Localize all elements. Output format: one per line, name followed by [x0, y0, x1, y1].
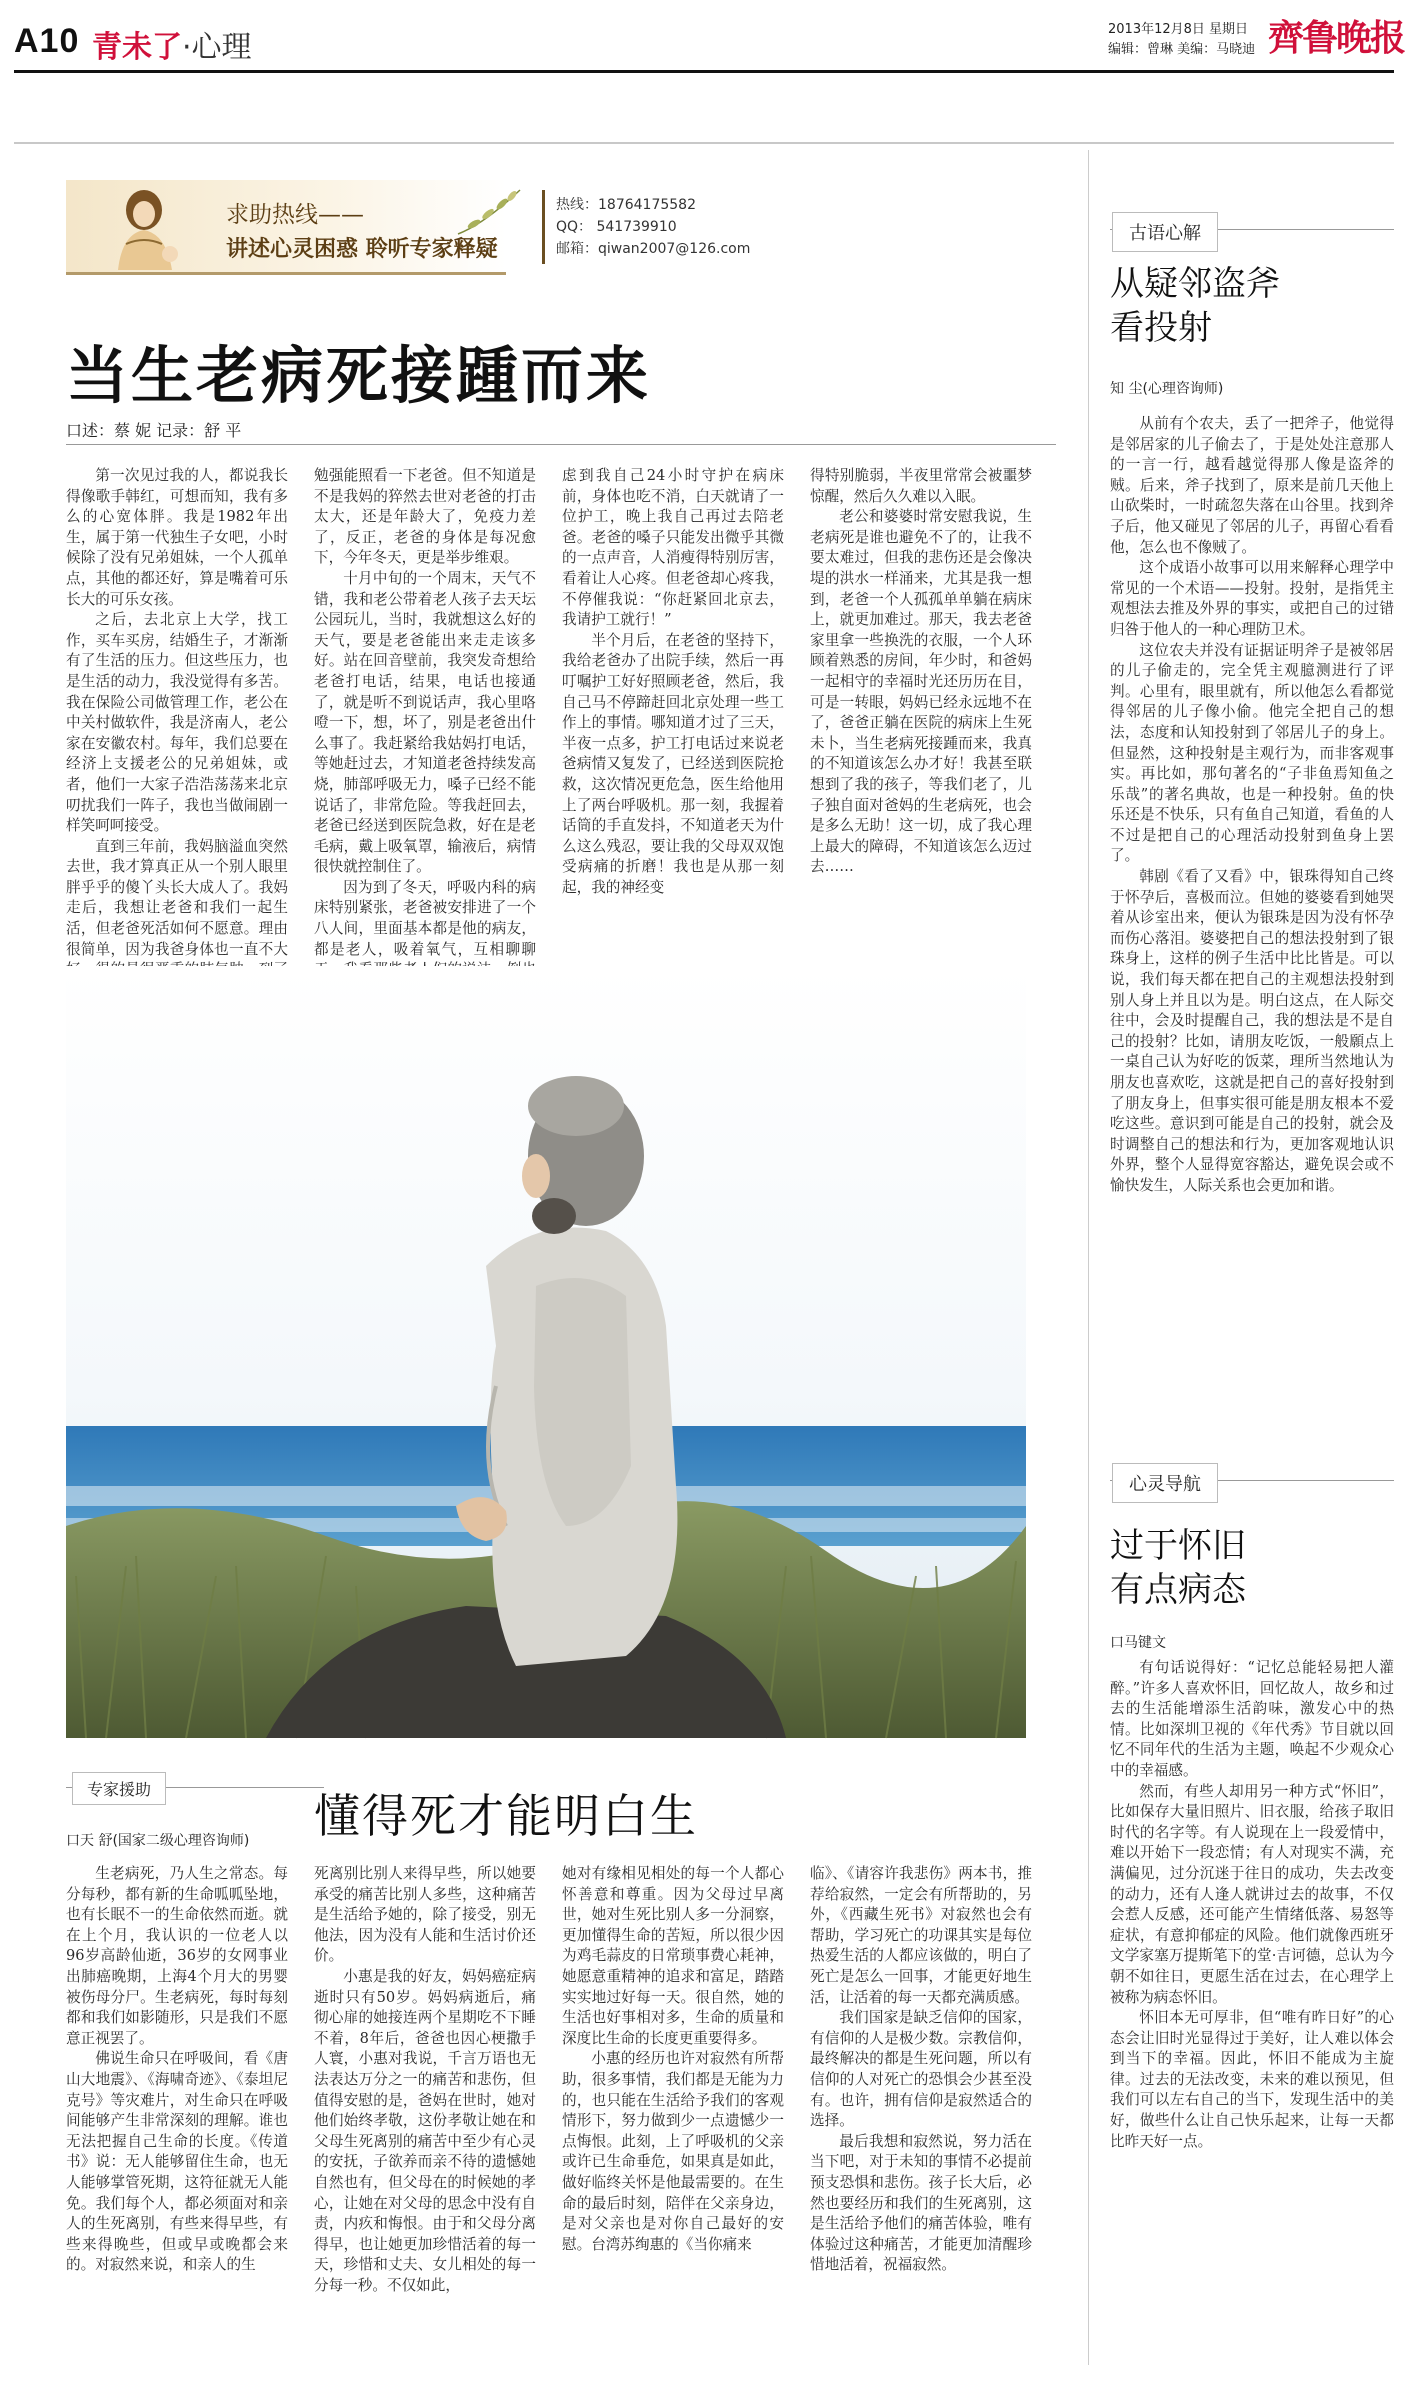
paragraph: 十月中旬的一个周末，天气不错，我和老公带着老人孩子去天坛公园玩儿，当时，我就想这么好的天气，要是老爸能出来走走该多好。站在回音壁前，我突发奇想给老爸打电话，结果，电话也接通了，就是听不到说话声，我心里咯噔一下，想，坏了，别是老爸出什么事了。我赶紧给我姑妈打电话，等她赶过去，才知道老爸持续发高烧，肺部呼吸无力，嗓子已经不能说话了，非常危险。等我赶回去，老爸已经送到医院急救，好在是老毛病，戴上吸氧罩，输液后，病情很快就控制住了。	[314, 569, 536, 876]
section-name: 青未了	[92, 30, 182, 65]
paragraph: 从前有个农夫，丢了一把斧子，他觉得是邻居家的儿子偷去了，于是处处注意那人的一言一行，越看越觉得那人像是盗斧的贼。后来，斧子找到了，原来是前几天他上山砍柴时，一时疏忽失落在山谷里。找到斧子后，他又碰见了邻居的儿子，再留心看看他，怎么也不像贼了。	[1110, 415, 1394, 556]
sidebar1-body	[1110, 414, 1394, 1450]
sidebar2-tag: 心灵导航	[1112, 1463, 1218, 1503]
paragraph: 半个月后，在老爸的坚持下，我给老爸办了出院手续，然后一再叮嘱护工好好照顾老爸，然后，我自己马不停蹄赶回北京处理一些工作上的事情。哪知道才过了三天，半夜一点多，护工打电话过来说老爸病情又复发了，已经送到医院抢救，这次情况更危急，医生给他用上了两台呼吸机。那一刻，我握着话筒的手直发抖，不知道老天为什么这么残忍，要让我的父母双双饱受病痛的折磨！我也是从那一刻起，我的神经变	[562, 631, 784, 896]
sidebar1-tag: 古语心解	[1112, 212, 1218, 252]
paragraph: 这个成语小故事可以用来解释心理学中常见的一个术语——投射。投射，是指凭主观想法去推及外界的事实，或把自己的过错归咎于他人的一种心理防卫术。	[1110, 559, 1394, 638]
paragraph: 韩剧《看了又看》中，银珠得知自己终于怀孕后，喜极而泣。但她的婆婆看到她哭着从诊室出来，便认为银珠是因为没有怀孕而伤心落泪。婆婆把自己的想法投射到了银珠身上，这样的例子生活中比比皆是。可以说，我们每天都在把自己的主观想法投射到别人身上并且以为是。明白这点，在人际交往中，会及时提醒自己，我的想法是不是自己的投射？比如，请朋友吃饭，一般願点上一桌自己认为好吃的饭菜，理所当然地认为朋友也喜欢吃，这就是把自己的喜好投射到了朋友身上，但事实很可能是朋友根本不爱吃这些。意识到可能是自己的投射，就会及时调整自己的想法和行为，更加客观地认识外界，整个人显得宽容豁达，避免误会或不愉快发生，人际关系也会更加和谐。	[1110, 868, 1394, 1194]
hotline-qq: QQ： 541739910	[556, 219, 677, 235]
sidebar2-headline-line2: 有点病态	[1110, 1570, 1246, 1610]
hotline-phone: 热线：18764175582	[556, 197, 696, 213]
main-column-4	[810, 466, 1032, 956]
main-byline: 口述：蔡 妮 记录：舒 平	[66, 421, 242, 440]
expert-column-2	[314, 1864, 536, 2369]
expert-headline: 懂得死才能明白生	[314, 1789, 698, 1843]
hotline-title: 求助热线——	[226, 202, 364, 228]
paragraph: 老公和婆婆时常安慰我说，生老病死是谁也避免不了的，让我不要太难过，但我的悲伤还是会像决堤的洪水一样涌来，尤其是我一想到，老爸一个人孤孤单单躺在病床上，就更加难过。那天，我去老爸家里拿一些换洗的衣服，一个人环顾着熟悉的房间，年少时，和爸妈一起相守的幸福时光还历历在目，可是一转眼，妈妈已经永远地不在了，爸爸正躺在医院的病床上生死未卜，当生老病死接踵而来，我真的不知道该怎么办才好！我甚至联想到了我的孩子，等我们老了，儿子独自面对爸妈的生老病死，也会是多么无助！这一切，成了我心理上最大的障碍，不知道该怎么迈过去……	[810, 508, 1032, 876]
issue-date: 2013年12月8日 星期日	[1108, 22, 1249, 37]
main-headline: 当生老病死接踵而来	[66, 339, 652, 412]
sidebar1-byline: 知 尘(心理咨询师)	[1110, 381, 1224, 397]
subsection-name: ·心理	[182, 30, 252, 65]
paragraph: 第一次见过我的人，都说我长得像歌手韩红，可想而知，我有多么的心宽体胖。我是1982年出生，属于第一代独生子女吧，小时候除了没有兄弟姐妹，一个人孤单点，其他的都还好，算是嘴着可乐长大的可乐女孩。	[66, 467, 288, 608]
section-title	[92, 22, 252, 66]
paragraph: 虑到我自己24小时守护在病床前，身体也吃不消，白天就请了一位护工，晚上我自己再过去陪老爸。老爸的嗓子只能发出微乎其微的一点声音，人消瘦得特别厉害，看着让人心疼。但老爸却心疼我，不停催我说：“你赶紧回北京去，我请护工就行！”	[562, 467, 784, 629]
sidebar2-headline-line1: 过于怀旧	[1110, 1526, 1246, 1566]
header-divider	[14, 142, 1394, 144]
paragraph: 生老病死，乃人生之常态。每分每秒，都有新的生命呱呱坠地，也有长眠不一的生命依然而逝。就在上个月，我认识的一位老人以96岁高龄仙逝，36岁的女网事业出肺癌晚期，上海4个月大的男婴被伤母分尸。生老病死，每时每刻都和我们如影随形，只是我们不愿意正视罢了。	[66, 1865, 288, 2047]
newspaper-logo: 齊鲁晚报	[1268, 17, 1405, 59]
paragraph: 怀旧本无可厚非，但“唯有昨日好”的心态会让旧时光显得过于美好，让人难以体会到当下的幸福。因此，怀旧不能成为主旋律。过去的无法改变，未来的难以预见，但我们可以左右自己的当下，发现生活中的美好，做些什么让自己快乐起来，让每一天都比昨天好一点。	[1110, 2009, 1394, 2150]
sidebar1-headline	[1110, 262, 1280, 350]
paragraph: 死离别比别人来得早些，所以她要承受的痛苦比别人多些，这种痛苦是生活给予她的，除了接受，别无他法，因为没有人能和生活讨价还价。	[314, 1865, 536, 1965]
expert-column-4	[810, 1864, 1032, 2369]
paragraph: 勉强能照看一下老爸。但不知道是不是我妈的猝然去世对老爸的打击太大，还是年龄大了，免疫力差了，反正，老爸的身体是每况愈下，今年冬天，更是举步维艰。	[314, 467, 536, 567]
hotline-slogan: 讲述心灵困惑 聆听专家释疑	[226, 237, 498, 262]
woman-by-sea-photo	[66, 966, 1026, 1738]
paragraph: 佛说生命只在呼吸间，看《唐山大地震》、《海啸奇迹》、《泰坦尼克号》等灾难片，对生命只在呼吸间能够产生非常深刻的理解。谁也无法把握自己生命的长度。《传道书》说：无人能够留住生命，也无人能够掌管死期，这符征就无人能免。我们每个人，都必须面对和亲人的生死离别，有些来得早些，有些来得晚些，但或早或晚都会来的。对寂然来说，和亲人的生	[66, 2050, 288, 2274]
paragraph: 最后我想和寂然说，努力活在当下吧，对于未知的事情不必提前预支恐惧和悲伤。孩子长大后，必然也要经历和我们的生死离别，这是生活给予他们的痛苦体验，唯有体验过这种痛苦，才能更加清醒珍惜地活着，祝福寂然。	[810, 2132, 1032, 2274]
paragraph: 直到三年前，我妈脑溢血突然去世，我才算真正从一个别人眼里胖乎乎的傻丫头长大成人了。我妈走后，我想让老爸和我们一起生活，但老爸死活如何不愿意。理由很简单，因为我爸身体也一直不大	[66, 837, 288, 958]
byline-rule	[66, 444, 1056, 445]
paragraph: 她对有缘相见相处的每一个人都心怀善意和尊重。因为父母过早离世，她对生死比别人多一分洞察，更加懂得生命的苦短，所以很少因为鸡毛蒜皮的日常琐事费心耗神，她愿意重精神的追求和富足，踏踏实实地过好每一天。很自然，她的生活也好事相对多，生命的质量和深度比生命的长度更重要得多。	[562, 1865, 784, 2047]
paragraph: 临》、《请容许我悲伤》两本书，推荐给寂然，一定会有所帮助的，另外，《西藏生死书》对寂然也会有帮助，学习死亡的功课其实是每位热爱生活的人都应该做的，明白了死亡是怎么一回事，才能更好地生活，让活着的每一天都充满质感。	[810, 1865, 1032, 2006]
banner-separator	[542, 190, 545, 264]
main-column-2	[314, 466, 536, 956]
sidebar2-headline	[1110, 1524, 1246, 1612]
editor-credits: 编辑：曾琳 美编：马晓迪	[1108, 42, 1256, 57]
page-number: A10	[14, 22, 80, 60]
paragraph: 这位农夫并没有证据证明斧子是被邻居的儿子偷走的，完全凭主观臆测进行了评判。心里有，眼里就有，所以他怎么看都觉得邻居的儿子像小偷。他完全把自己的想法，态度和认知投射到了邻居儿子的身上。但显然，这种投射是主观行为，而非客观事实。再比如，那句著名的“子非鱼焉知鱼之乐哉”的著名典故，也是一种投射。鱼的快乐还是不快乐，只有鱼自己知道，看鱼的人不过是把自己的心理活动投射到鱼身上罢了。	[1110, 641, 1394, 865]
expert-byline: 口天 舒(国家二级心理咨询师)	[66, 1833, 250, 1849]
sidebar1-headline-line1: 从疑邻盗斧	[1110, 264, 1280, 304]
paragraph: 小惠的经历也许对寂然有所帮助，很多事情，我们都是无能为力的，也只能在生活给予我们的客观情形下，努力做到少一点遗憾少一点悔恨。此刻，上了呼吸机的父亲或许已生命垂危，如果真是如此，做好临终关怀是他最需要的。在生命的最后时刻，陪伴在父亲身边，是对父亲也是对你自己最好的安慰。台湾苏绚惠的《当你痛来	[562, 2050, 784, 2253]
woman-illustration-icon	[104, 184, 188, 270]
masthead	[0, 0, 1409, 160]
sidebar1-headline-line2: 看投射	[1110, 308, 1212, 348]
paragraph: 然而，有些人却用另一种方式“怀旧”，比如保存大量旧照片、旧衣服，给孩子取旧时代的名字等。有人说现在上一段爱情中，难以开始下一段恋情；有人对现实不满，充满偏见，过分沉迷于往日的成功，失去改变的动力，还有人逢人就讲过去的故事，不仅会惹人反感，还可能产生情绪低落、易怒等症状，有意抑郁症的风险。他们就像西班牙文学家塞万提斯笔下的堂·吉诃德，总认为今朝不如往日，更愿生活在过去，在心理学上被称为病态怀旧。	[1110, 1782, 1394, 2006]
paragraph: 小惠是我的好友，妈妈癌症病逝时只有50岁。妈妈病逝后，痛彻心扉的她接连两个星期吃不下睡不着，8年后，爸爸也因心梗撒手人寰，小惠对我说，千言万语也无法表达万分之一的痛苦和悲伤，但值得安慰的是，爸妈在世时，她对他们始终孝敬，这份孝敬让她在和父母生死离别的痛苦中至少有心灵的安抚，子欲养而亲不待的遗憾她自然也有，但父母在的时候她的孝心，让她在对父母的思念中没有自责，内疚和悔恨。由于和父母分离得早，也让她更加珍惜活着的每一天，珍惜和丈夫、女儿相处的每一分每一秒。不仅如此，	[314, 1967, 536, 2294]
hotline-banner	[66, 180, 1054, 275]
column-divider	[1088, 150, 1089, 2365]
paragraph: 我们国家是缺乏信仰的国家，有信仰的人是极少数。宗教信仰，最终解决的都是生死问题，所以有信仰的人对死亡的恐惧会少甚至没有。也许，拥有信仰是寂然适合的选择。	[810, 2009, 1032, 2130]
expert-column-1	[66, 1864, 288, 2369]
paragraph: 得特别脆弱，半夜里常常会被噩梦惊醒，然后久久难以入眠。	[810, 467, 1032, 505]
paragraph: 之后，去北京上大学，找工作，买车买房，结婚生子，才渐渐有了生活的压力。但这些压力，也是生活的动力，我没觉得有多苦。我在保险公司做管理工作，老公在中关村做软件，我是济南人，老公家在安徽农村。每年，我们总要在经济上支援老公的兄弟姐妹，或者，他们一大家子浩浩荡荡来北京叨扰我们一阵子，我也当做闹剧一样笑呵呵接受。	[66, 611, 288, 835]
leaves-icon	[454, 184, 524, 244]
sidebar2-byline: 口马键文	[1110, 1635, 1166, 1651]
sidebar2-body	[1110, 1658, 1394, 2370]
expert-tag: 专家援助	[72, 1772, 166, 1805]
header-rule	[14, 70, 1394, 73]
paragraph: 有句话说得好：“记忆总能轻易把人灌醉。”许多人喜欢怀旧，回忆故人，故乡和过去的生活能增添生活韵味，激发心中的热情。比如深圳卫视的《年代秀》节目就以回忆不同年代的生活为主题，唤起不少观众心中的幸福感。	[1110, 1659, 1394, 1779]
expert-column-3	[562, 1864, 784, 2369]
hotline-email: 邮箱：qiwan2007@126.com	[556, 241, 751, 257]
main-column-3	[562, 466, 784, 956]
paragraph: 因为到了冬天，呼吸内科的病床特别紧张，老爸被安排进了一个八人间，里面基本都是他的病友，都是老人，吸着氧气，互相聊聊	[314, 878, 536, 958]
